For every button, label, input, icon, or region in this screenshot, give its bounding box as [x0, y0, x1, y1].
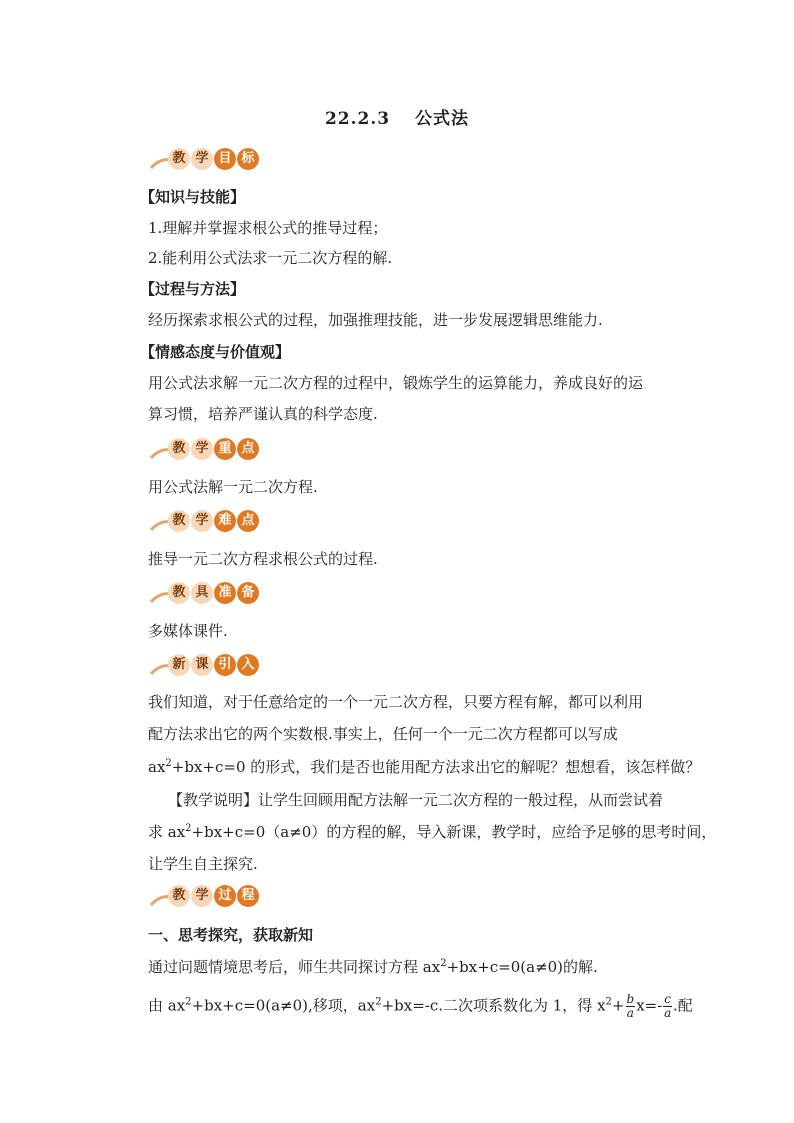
badge-char: 教 — [168, 885, 190, 907]
text-run: +bx+c=0(a≠0)的解. — [446, 958, 598, 976]
fraction-denominator: a — [626, 1006, 634, 1020]
badge-char: 标 — [237, 148, 259, 170]
method-heading: 【过程与方法】 — [140, 280, 246, 298]
superscript: 2 — [375, 996, 382, 1008]
text-run: +bx+c=0（a≠0）的方程的解，导入新课，教学时，应给予足够的思考时间， — [191, 823, 717, 841]
badge-char: 教 — [168, 510, 190, 532]
section-badge-prep — [150, 582, 260, 608]
text-run: 求 ax — [148, 823, 186, 841]
superscript: 2 — [440, 958, 447, 969]
key-point-text: 用公式法解一元二次方程. — [148, 478, 318, 496]
section-badge-intro — [150, 654, 260, 680]
attitude-line-1: 用公式法求解一元二次方程的过程中，锻炼学生的运算能力，养成良好的运 — [148, 374, 644, 392]
badge-char: 教 — [168, 582, 190, 604]
badge-char: 准 — [214, 582, 236, 604]
process-line-2 — [148, 993, 693, 1020]
text-run: 由 ax — [148, 996, 186, 1015]
badge-char: 点 — [237, 438, 259, 460]
fraction-b-over-a — [626, 993, 636, 1020]
fraction-denominator: a — [664, 1006, 672, 1020]
badge-char: 学 — [191, 438, 213, 460]
page-title: 22.2.3 公式法 — [324, 109, 470, 129]
badge-char: 学 — [191, 885, 213, 907]
knowledge-item-2: 2.能利用公式法求一元二次方程的解. — [148, 249, 393, 267]
fraction-c-over-a — [663, 993, 672, 1020]
badge-char: 课 — [191, 654, 213, 676]
intro-line-3 — [148, 757, 700, 777]
fraction-numerator: b — [626, 992, 635, 1006]
knowledge-item-1: 1.理解并掌握求根公式的推导过程； — [148, 219, 388, 237]
text-run: +bx+c=0 的形式，我们是否也能用配方法求出它的解呢？想想看，该怎样做？ — [171, 758, 701, 776]
superscript: 2 — [165, 758, 172, 769]
knowledge-heading: 【知识与技能】 — [140, 188, 246, 206]
process-heading: 一、思考探究，获取新知 — [148, 926, 314, 944]
badge-char: 具 — [191, 582, 213, 604]
attitude-line-2: 算习惯，培养严谨认真的科学态度. — [148, 405, 378, 423]
fraction-numerator: c — [664, 992, 672, 1006]
teaching-note-line-2 — [148, 822, 716, 842]
badge-char: 难 — [214, 510, 236, 532]
method-item-1: 经历探索求根公式的过程，加强推理技能，进一步发展逻辑思维能力. — [148, 311, 603, 329]
superscript: 2 — [185, 823, 192, 834]
badge-char: 过 — [214, 885, 236, 907]
text-run: +bx=-c.二次项系数化为 1，得 x — [381, 996, 606, 1015]
section-badge-key — [150, 438, 260, 464]
badge-char: 教 — [168, 148, 190, 170]
teaching-note-line-3: 让学生自主探究. — [148, 855, 258, 873]
badge-char: 目 — [214, 148, 236, 170]
attitude-heading: 【情感态度与价值观】 — [140, 343, 291, 361]
text-run: .配 — [673, 996, 693, 1015]
badge-char: 教 — [168, 438, 190, 460]
difficulty-text: 推导一元二次方程求根公式的过程. — [148, 550, 378, 568]
text-run: ax — [148, 758, 166, 776]
section-badge-process — [150, 885, 260, 911]
text-run: x=- — [636, 996, 663, 1015]
intro-line-2: 配方法求出它的两个实数根.事实上，任何一个一元二次方程都可以写成 — [148, 725, 618, 743]
badge-char: 学 — [191, 510, 213, 532]
intro-line-1: 我们知道，对于任意给定的一个一元二次方程，只要方程有解，都可以利用 — [148, 693, 644, 711]
text-run: +bx+c=0(a≠0),移项，ax — [191, 996, 376, 1015]
badge-char: 新 — [168, 654, 190, 676]
badge-char: 入 — [237, 654, 259, 676]
teaching-note-line-1: 【教学说明】让学生回顾用配方法解一元二次方程的一般过程，从而尝试着 — [168, 791, 664, 809]
badge-char: 重 — [214, 438, 236, 460]
badge-char: 引 — [214, 654, 236, 676]
text-run: 通过问题情境思考后，师生共同探讨方程 ax — [148, 958, 441, 976]
badge-char: 备 — [237, 582, 259, 604]
text-run: + — [611, 996, 625, 1015]
badge-char: 程 — [237, 885, 259, 907]
superscript: 2 — [185, 996, 192, 1008]
badge-char: 学 — [191, 148, 213, 170]
section-badge-difficulty — [150, 510, 260, 536]
badge-char: 点 — [237, 510, 259, 532]
section-badge-goal — [150, 148, 260, 174]
superscript: 2 — [605, 996, 612, 1008]
process-line-1 — [148, 957, 598, 977]
prep-text: 多媒体课件. — [148, 622, 228, 640]
